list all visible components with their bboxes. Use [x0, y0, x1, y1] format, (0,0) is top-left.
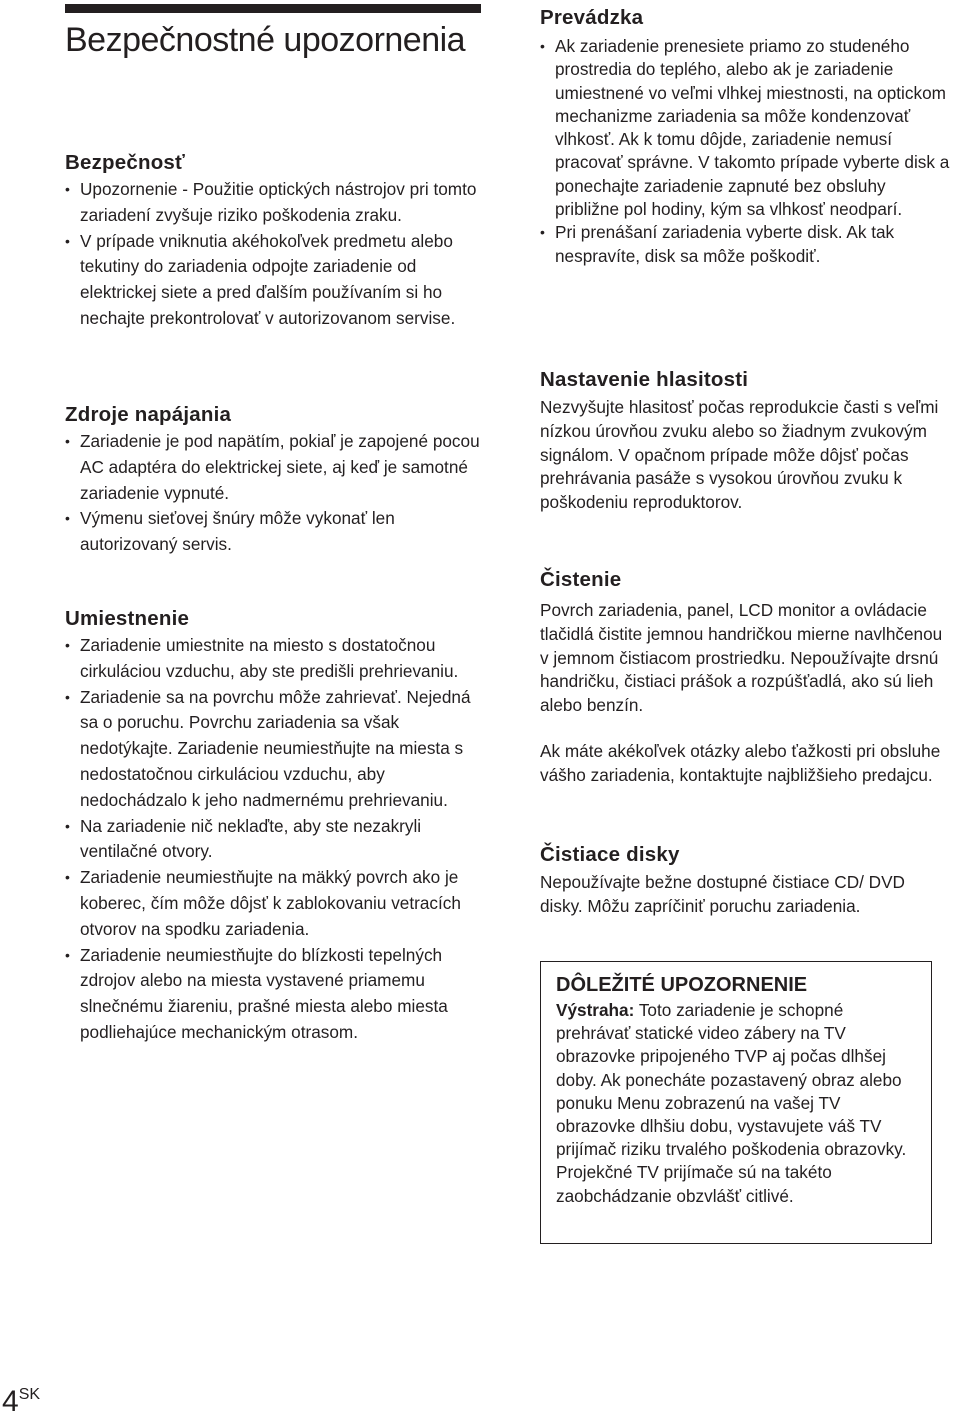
important-notice-box: [540, 961, 932, 1244]
operation-list: [540, 35, 952, 268]
list-item: • Zariadenie umiestnite na miesto s dostatočnou cirkuláciou vzduchu, aby ste predišli prehrievaniu.: [65, 633, 485, 685]
cleaning-contact-text: Ak máte akékoľvek otázky alebo ťažkosti pri obsluhe vášho zariadenia, kontaktujte najbližšieho predajcu.: [540, 741, 941, 785]
safety-heading: Bezpečnosť: [65, 151, 186, 174]
list-item: • Na zariadenie nič neklaďte, aby ste nezakryli ventilačné otvory.: [65, 814, 485, 866]
page-title: Bezpečnostné upozornenia: [65, 21, 466, 59]
cleaning-text: Povrch zariadenia, panel, LCD monitor a ovládacie tlačidlá čistite jemnou handričkou mierne navlhčenou v jemnom čistiacom prostriedku. Nepoužívajte drsnú handričku, čistiaci prášok a rozpúšťadlá, ako sú lieh alebo benzín.: [540, 600, 943, 716]
list-item: • Výmenu sieťovej šnúry môže vykonať len autorizovaný servis.: [65, 506, 485, 558]
list-item: • Zariadenie sa na povrchu môže zahrievať. Nejedná sa o poruchu. Povrchu zariadenia sa však nedotýkajte. Zariadenie neumiestňujte na miesta s nedostatočnou cirkuláciou vzduchu, aby nedochádzalo k jeho nadmernému prehrievaniu.: [65, 685, 485, 814]
list-item: • Pri prenášaní zariadenia vyberte disk. Ak tak nespravíte, disk sa môže poškodiť.: [540, 221, 952, 268]
volume-text: Nezvyšujte hlasitosť počas reprodukcie časti s veľmi nízkou úrovňou zvuku alebo so žiadnym zvukovým signálom. V opačnom prípade môže dôjsť počas prehrávania pasáže s vysokou úrovňou zvuku k poškodeniu reproduktorov.: [540, 397, 939, 513]
discs-heading: Čistiace disky: [540, 843, 680, 866]
list-item: • Zariadenie neumiestňujte na mäkký povrch ako je koberec, čím môže dôjsť k zablokovaniu vetracích otvorov na spodku zariadenia.: [65, 865, 485, 942]
volume-heading: Nastavenie hlasitosti: [540, 368, 749, 391]
important-text: [556, 999, 918, 1208]
page-language-suffix: SK: [18, 1386, 41, 1403]
page-number: [2, 1380, 40, 1417]
operation-heading: Prevádzka: [540, 6, 644, 29]
warning-body: Toto zariadenie je schopné prehrávať statické video zábery na TV obrazovke pripojeného TVP aj počas dlhšej doby. Ak ponecháte pozastavený obraz alebo ponuku Menu zobrazenú na vašej TV obrazovke dlhšiu dobu, vystavujete váš TV prijímač riziku trvalého poškodenia obrazovky. Projekčné TV prijímače sú na takéto zaobchádzanie obzvlášť citlivé.: [556, 1000, 907, 1206]
power-list: [65, 429, 485, 558]
page-number-value: 4: [2, 1385, 19, 1418]
list-item: • Zariadenie je pod napätím, pokiaľ je zapojené pocou AC adaptéra do elektrickej siete, aj keď je samotné zariadenie vypnuté.: [65, 429, 485, 506]
warning-label: Výstraha:: [556, 1000, 635, 1020]
list-item: • V prípade vniknutia akéhokoľvek predmetu alebo tekutiny do zariadenia odpojte zariadenie od elektrickej siete a pred ďalším používaním si ho nechajte prekontrolovať v autorizovanom servise.: [65, 229, 485, 332]
header-rule: [65, 4, 481, 13]
list-item: • Upozornenie - Použitie optických nástrojov pri tomto zariadení zvyšuje riziko poškodenia zraku.: [65, 177, 485, 229]
power-heading: Zdroje napájania: [65, 403, 232, 426]
safety-list: [65, 177, 485, 332]
list-item: • Ak zariadenie prenesiete priamo zo studeného prostredia do teplého, alebo ak je zariadenie umiestnené vo veľmi vlhkej miestnosti, na optickom mechanizme zariadenia sa môže kondenzovať vlhkosť. Ak k tomu dôjde, zariadenie nemusí pracovať správne. V takomto prípade vyberte disk a ponechajte zariadenie zapnuté bez obsluhy približne pol hodiny, kým sa vlhkosť neodparí.: [540, 35, 952, 221]
important-heading: DÔLEŽITÉ UPOZORNENIE: [556, 974, 808, 996]
cleaning-heading: Čistenie: [540, 568, 622, 591]
placement-list: [65, 633, 485, 1046]
list-item: • Zariadenie neumiestňujte do blízkosti tepelných zdrojov alebo na miesta vystavené priamemu slnečnému žiareniu, prašné miesta alebo miesta podliehajúce mechanickým otrasom.: [65, 943, 485, 1046]
placement-heading: Umiestnenie: [65, 607, 190, 630]
discs-text: Nepoužívajte bežne dostupné čistiace CD/ DVD disky. Môžu zapríčiniť poruchu zariadenia.: [540, 872, 905, 916]
